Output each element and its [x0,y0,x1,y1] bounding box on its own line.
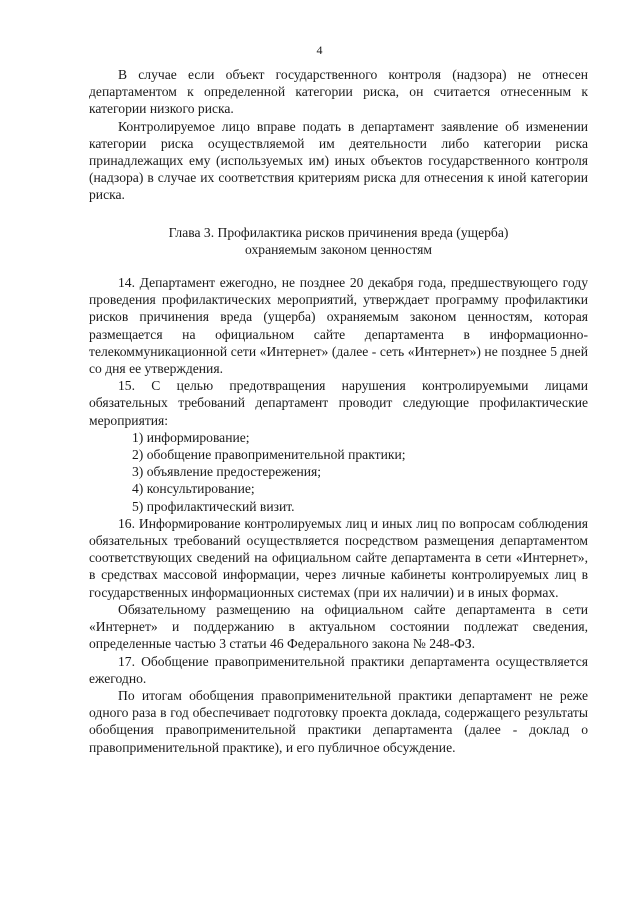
document-body [89,66,588,756]
chapter-heading-line2: охраняемым законом ценностям [245,241,432,257]
paragraph-17: 17. Обобщение правоприменительной практики департамента осуществляется ежегодно. [89,653,588,686]
list-item: 1) информирование; [132,429,250,445]
list-item: 3) объявление предостережения; [132,464,322,480]
chapter-heading [89,224,588,258]
list-item: 2) обобщение правоприменительной практики; [132,447,406,463]
chapter-heading-line1: Глава 3. Профилактика рисков причинения вреда (ущерба) [168,224,509,240]
paragraph-15: 15. С целью предотвращения нарушения контролируемыми лицами обязательных требований департамент проводит следующие профилактические мероприятия: [89,378,588,428]
paragraph-risk-change: Контролируемое лицо вправе подать в департамент заявление об изменении категории риска осуществляемой им деятельности либо категории риска принадлежащих ему (используемых им) иных объектов государственного контроля (надзора) в случае их соответствия критериям риска для отнесения к иной категории риска. [89,118,588,203]
list-item: 5) профилактический визит. [132,498,295,514]
page-number: 4 [316,43,323,57]
list-item: 4) консультирование; [132,481,255,497]
paragraph-risk-default: В случае если объект государственного контроля (надзора) не отнесен департаментом к определенной категории риска, он считается отнесенным к категории низкого риска. [89,67,588,117]
paragraph-16: 16. Информирование контролируемых лиц и иных лиц по вопросам соблюдения обязательных требований осуществляется посредством размещения департаментом соответствующих сведений на официальном сайте департамента в сети «Интернет», в средствах массовой информации, через личные кабинеты контролируемых лиц в государственных информационных системах (при их наличии) и в иных формах. [89,515,588,600]
paragraph-17-report: По итогам обобщения правоприменительной практики департамент не реже одного раза в год обеспечивает подготовку проекта доклада, содержащего результаты обобщения правоприменительной практики департамента (далее - доклад о правоприменительной практике), и его публичное обсуждение. [89,687,588,755]
paragraph-14: 14. Департамент ежегодно, не позднее 20 декабря года, предшествующего году проведения профилактических мероприятий, утверждает программу профилактики рисков причинения вреда (ущерба) охраняемым законом ценностям, которая размещается на официальном сайте департамента в информационно-телекоммуникационной сети «Интернет» (далее - сеть «Интернет») не позднее 5 дней со дня ее утверждения. [89,275,588,377]
paragraph-16-publication: Обязательному размещению на официальном сайте департамента в сети «Интернет» и поддержанию в актуальном состоянии подлежат сведения, определенные частью 3 статьи 46 Федерального закона № 248-ФЗ. [89,601,588,652]
